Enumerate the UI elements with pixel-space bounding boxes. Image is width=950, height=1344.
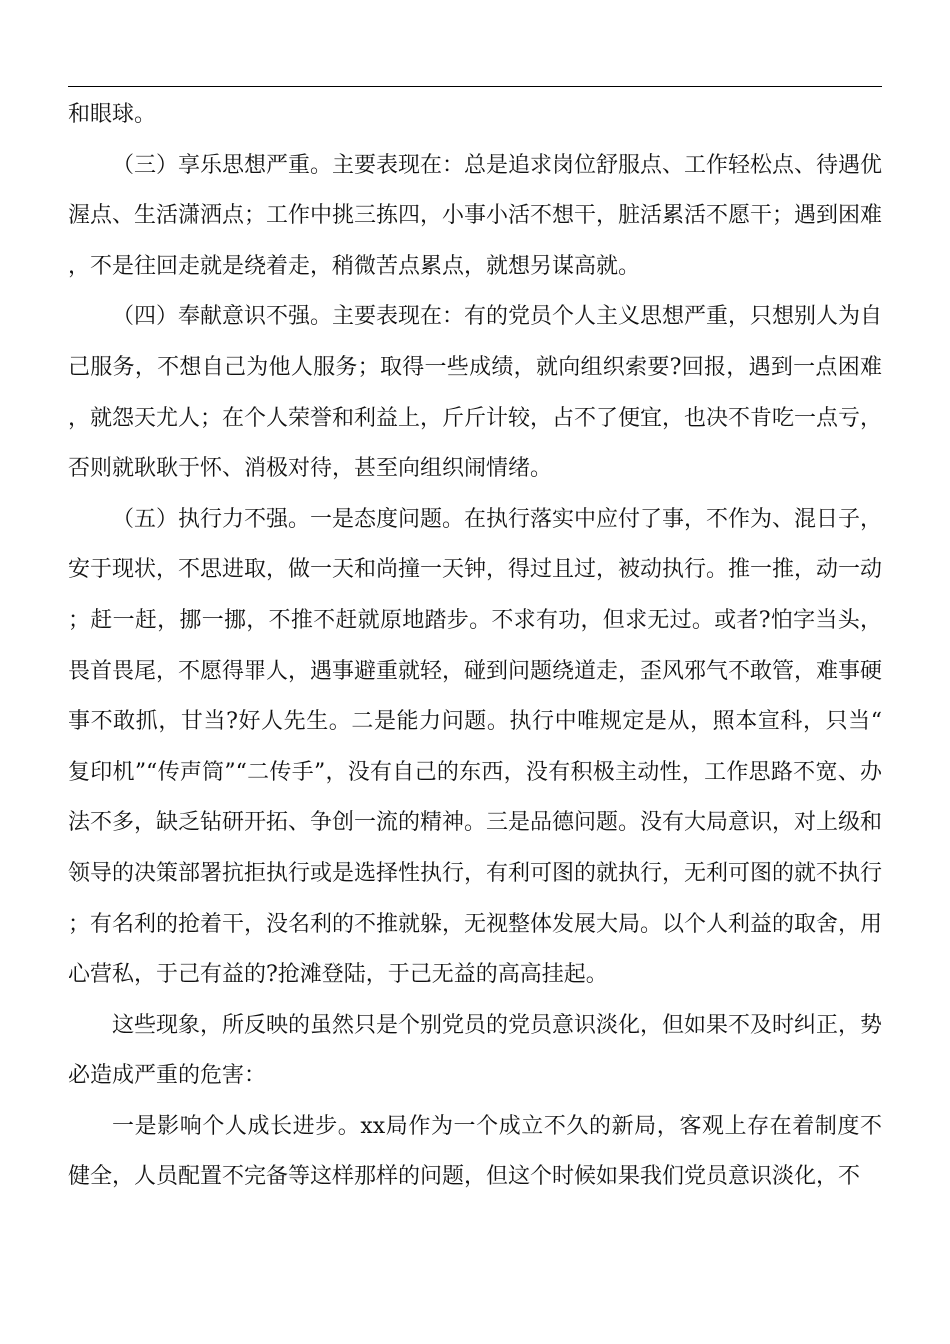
body-text	[68, 90, 882, 1203]
paragraph-personal-growth: 一是影响个人成长进步。xx局作为一个成立不久的新局，客观上存在着制度不健全，人员配置不完备等这样那样的问题，但这个时候如果我们党员意识淡化，不	[68, 1113, 882, 1190]
paragraph-hedonism: （三）享乐思想严重。主要表现在：总是追求岗位舒服点、工作轻松点、待遇优渥点、生活潇洒点；工作中挑三拣四，小事小活不想干，脏活累活不愿干；遇到困难，不是往回走就是绕着走，稍微苦点累点，就想另谋高就。	[68, 152, 883, 279]
header-rule	[68, 86, 882, 87]
paragraph-continuation: 和眼球。	[68, 102, 157, 127]
paragraph-execution: （五）执行力不强。一是态度问题。在执行落实中应付了事，不作为、混日子，安于现状，不思进取，做一天和尚撞一天钟，得过且过，被动执行。推一推，动一动；赶一赶，挪一挪，不推不赶就原地踏步。不求有功，但求无过。或者?怕字当头，畏首畏尾，不愿得罪人，遇事避重就轻，碰到问题绕道走，歪风邪气不敢管，难事硬事不敢抓，甘当?好人先生。二是能力问题。执行中唯规定是从，照本宣科，只当“复印机”“传声筒”“二传手”，没有自己的东西，没有积极主动性，工作思路不宽、办法不多，缺乏钻研开拓、争创一流的精神。三是品德问题。没有大局意识，对上级和领导的决策部署抗拒执行或是选择性执行，有利可图的就执行，无利可图的就不执行；有名利的抢着干，没名利的不推就躲，无视整体发展大局。以个人利益的取舍，用心营私，于己有益的?抢滩登陆，于己无益的高高挂起。	[68, 506, 883, 988]
paragraph-consequences-intro: 这些现象，所反映的虽然只是个别党员的党员意识淡化，但如果不及时纠正，势必造成严重的危害：	[68, 1012, 883, 1089]
paragraph-dedication: （四）奉献意识不强。主要表现在：有的党员个人主义思想严重，只想别人为自己服务，不想自己为他人服务；取得一些成绩，就向组织索要?回报，遇到一点困难，就怨天尤人；在个人荣誉和利益上，斤斤计较，占不了便宜，也决不肯吃一点亏，否则就耿耿于怀、消极对待，甚至向组织闹情绪。	[68, 304, 883, 482]
